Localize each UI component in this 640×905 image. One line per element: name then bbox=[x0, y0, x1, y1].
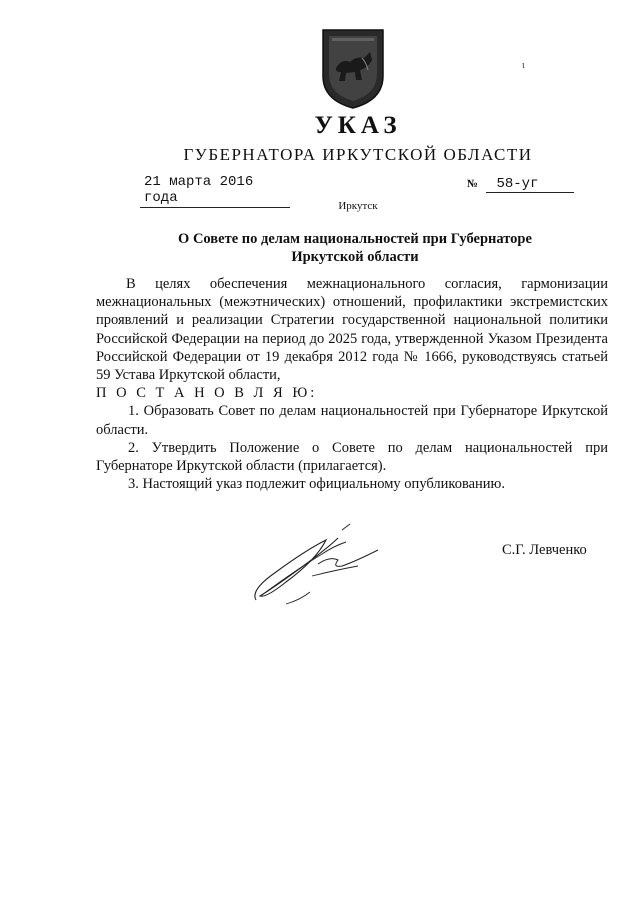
document-title: УКАЗ bbox=[314, 112, 402, 139]
decree-item-2: 2. Утвердить Положение о Совете по делам национальностей при Губернаторе Иркутской области (прилагается). bbox=[96, 439, 608, 475]
date-value: 21 марта 2016 года bbox=[140, 174, 290, 208]
coat-of-arms-icon bbox=[320, 28, 386, 110]
number-value: 58-уг bbox=[486, 176, 574, 193]
decree-item-3: 3. Настоящий указ подлежит официальному опубликованию. bbox=[128, 476, 506, 493]
document-number bbox=[467, 176, 577, 193]
decree-word: П О С Т А Н О В Л Я Ю: bbox=[96, 385, 318, 402]
stray-mark: ι bbox=[522, 60, 525, 71]
signer-name: С.Г. Левченко bbox=[502, 542, 587, 558]
document-heading bbox=[100, 230, 610, 266]
preamble-paragraph: В целях обеспечения межнационального согласия, гармонизации межнациональных (межэтнических) отношений, профилактики экстремистских проявлений и реализации Стратегии государственной национальной политики Российской Федерации на период до 2025 года, утвержденной Указом Президента Российской Федерации от 19 декабря 2012 года № 1666, руководствуясь статьей 59 Устава Иркутской области, bbox=[96, 276, 608, 384]
heading-line-1: О Совете по делам национальностей при Губернаторе bbox=[178, 231, 532, 247]
handwritten-signature bbox=[246, 520, 396, 610]
document-city: Иркутск bbox=[338, 200, 378, 212]
document-body bbox=[96, 275, 608, 493]
decree-item-1: 1. Образовать Совет по делам национальностей при Губернаторе Иркутской области. bbox=[96, 403, 608, 438]
document-subtitle: ГУБЕРНАТОРА ИРКУТСКОЙ ОБЛАСТИ bbox=[183, 145, 533, 164]
number-sign: № bbox=[467, 178, 479, 190]
heading-line-2: Иркутской области bbox=[291, 249, 419, 265]
